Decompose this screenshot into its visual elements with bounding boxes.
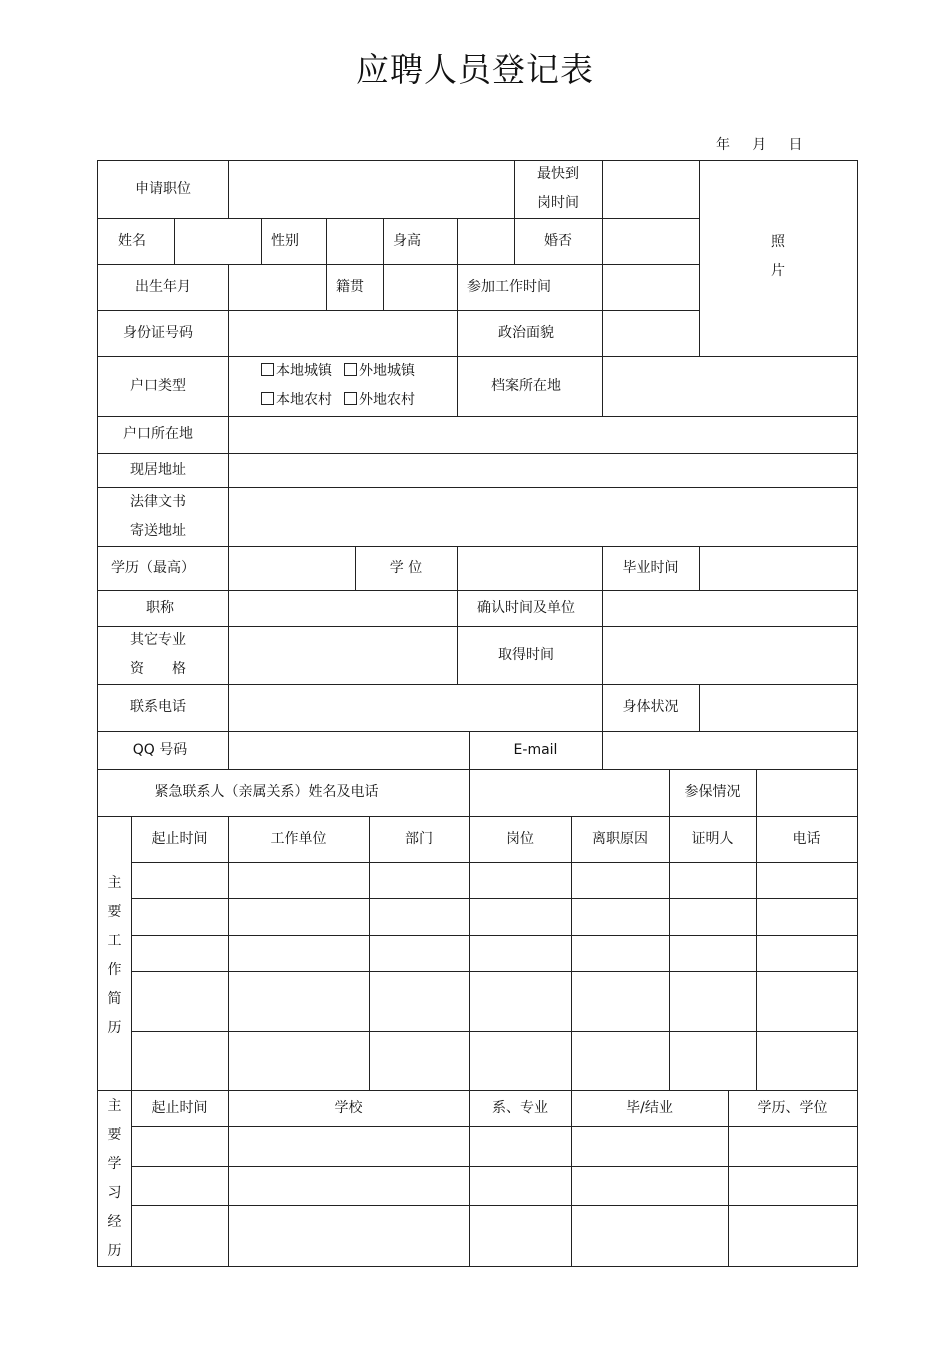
insurance-label: 参保情况 — [684, 784, 741, 800]
confirm-time-unit-input[interactable] — [603, 591, 856, 625]
page-title: 应聘人员登记表 — [356, 50, 594, 89]
hukou-option-nonlocal-urban[interactable]: 外地城镇 — [344, 363, 415, 379]
table-rule — [469, 816, 470, 1267]
email-input[interactable] — [603, 732, 856, 768]
study-header-degree: 学历、学位 — [757, 1099, 828, 1116]
obtain-time-input[interactable] — [603, 627, 856, 683]
earliest-start-label — [514, 160, 602, 218]
degree-label: 学 位 — [389, 559, 423, 576]
current-address-label: 现居地址 — [130, 461, 186, 478]
qq-input[interactable] — [229, 732, 468, 768]
professional-title-input[interactable] — [229, 591, 456, 625]
earliest-start-line-2: 岗时间 — [537, 195, 579, 211]
other-qualification-line-1: 其它专业 — [130, 632, 186, 648]
photo-label — [699, 227, 857, 287]
hukou-type-options — [228, 356, 457, 416]
work-start-label: 参加工作时间 — [467, 278, 551, 295]
study-header-school: 学校 — [334, 1099, 363, 1116]
other-qualification-input[interactable] — [229, 627, 456, 683]
year-label: 年 — [716, 137, 730, 153]
other-qualification-line-2: 资 格 — [130, 661, 186, 677]
legal-address-line-2: 寄送地址 — [130, 522, 186, 539]
study-header-completion: 毕/结业 — [626, 1099, 673, 1116]
study-header-major: 系、专业 — [492, 1099, 548, 1116]
earliest-start-line-1: 最快到 — [537, 166, 579, 182]
checkbox-icon — [261, 392, 274, 405]
marital-input[interactable] — [603, 219, 698, 263]
hukou-option-local-urban[interactable]: 本地城镇 — [261, 363, 332, 379]
photo-line-1: 照 — [771, 234, 785, 250]
phone-input[interactable] — [229, 685, 601, 730]
marital-label: 婚否 — [544, 232, 572, 249]
table-rule — [131, 935, 858, 936]
photo-line-2: 片 — [771, 263, 785, 279]
emergency-contact-input[interactable] — [470, 770, 668, 815]
obtain-time-label: 取得时间 — [498, 646, 554, 663]
work-header-reference: 证明人 — [691, 830, 734, 847]
confirm-time-unit-label: 确认时间及单位 — [477, 599, 575, 616]
hukou-options-row-2 — [261, 386, 427, 415]
work-header-period: 起止时间 — [151, 830, 208, 847]
gender-input[interactable] — [327, 219, 382, 263]
position-label: 申请职位 — [135, 180, 191, 197]
checkbox-icon — [261, 363, 274, 376]
archive-location-input[interactable] — [603, 357, 856, 415]
archive-location-label: 档案所在地 — [491, 377, 561, 394]
education-input[interactable] — [229, 547, 354, 589]
graduation-time-input[interactable] — [700, 547, 856, 589]
political-status-label: 政治面貌 — [498, 324, 554, 341]
other-qualification-label — [98, 626, 218, 684]
table-rule — [131, 971, 858, 972]
checkbox-icon — [344, 363, 357, 376]
work-start-input[interactable] — [603, 265, 698, 309]
native-place-label: 籍贯 — [336, 278, 364, 295]
hukou-option-nonlocal-rural[interactable]: 外地农村 — [344, 392, 415, 408]
degree-input[interactable] — [458, 547, 601, 589]
table-rule — [131, 862, 858, 863]
table-rule — [131, 1205, 858, 1206]
height-label: 身高 — [393, 232, 421, 249]
current-address-input[interactable] — [229, 454, 856, 486]
day-label: 日 — [788, 137, 803, 153]
month-label: 月 — [752, 137, 767, 153]
hukou-location-label: 户口所在地 — [123, 426, 193, 442]
work-header-leave-reason: 离职原因 — [592, 830, 648, 847]
hukou-option-local-rural[interactable]: 本地农村 — [261, 392, 332, 408]
work-header-employer: 工作单位 — [270, 830, 327, 847]
table-rule — [571, 816, 572, 1267]
legal-address-input[interactable] — [229, 488, 856, 545]
id-number-label: 身份证号码 — [123, 324, 193, 341]
gender-label: 性别 — [271, 232, 299, 249]
political-status-input[interactable] — [603, 311, 698, 355]
work-history-side-label: 主 要 工 作 简 历 — [107, 875, 122, 1036]
table-rule — [131, 1166, 858, 1167]
health-input[interactable] — [700, 685, 856, 730]
legal-address-label — [98, 487, 218, 546]
study-history-side-label: 主 要 学 习 经 历 — [107, 1098, 122, 1259]
health-label: 身体状况 — [622, 699, 679, 715]
education-label: 学历（最高） — [111, 559, 195, 576]
birth-label: 出生年月 — [135, 278, 191, 295]
table-rule — [131, 898, 858, 899]
table-rule — [131, 816, 132, 1267]
phone-label: 联系电话 — [130, 699, 186, 715]
id-number-input[interactable] — [229, 311, 456, 355]
native-place-input[interactable] — [385, 265, 456, 309]
graduation-time-label: 毕业时间 — [622, 559, 679, 576]
table-rule — [131, 1031, 858, 1032]
table-rule — [857, 160, 858, 1267]
height-input[interactable] — [458, 219, 513, 263]
name-label: 姓名 — [118, 232, 146, 249]
emergency-contact-label: 紧急联系人（亲属关系）姓名及电话 — [154, 784, 379, 800]
insurance-input[interactable] — [757, 770, 856, 815]
birth-input[interactable] — [229, 265, 325, 309]
study-header-period: 起止时间 — [151, 1099, 208, 1116]
email-label: E-mail — [513, 741, 558, 758]
professional-title-label: 职称 — [146, 599, 174, 616]
legal-address-line-1: 法律文书 — [130, 493, 186, 510]
work-header-phone: 电话 — [792, 830, 821, 847]
table-rule — [228, 816, 229, 1267]
hukou-location-input[interactable] — [229, 417, 856, 452]
name-input[interactable] — [175, 219, 260, 263]
earliest-start-input[interactable] — [603, 161, 698, 217]
work-header-post: 岗位 — [506, 830, 534, 847]
position-input[interactable] — [229, 161, 513, 217]
qq-label: QQ 号码 — [132, 741, 188, 758]
hukou-type-label: 户口类型 — [130, 377, 186, 394]
checkbox-icon — [344, 392, 357, 405]
work-header-department: 部门 — [405, 830, 433, 847]
table-rule — [97, 1266, 858, 1267]
table-rule — [131, 1126, 858, 1127]
hukou-options-row-1 — [261, 357, 427, 386]
